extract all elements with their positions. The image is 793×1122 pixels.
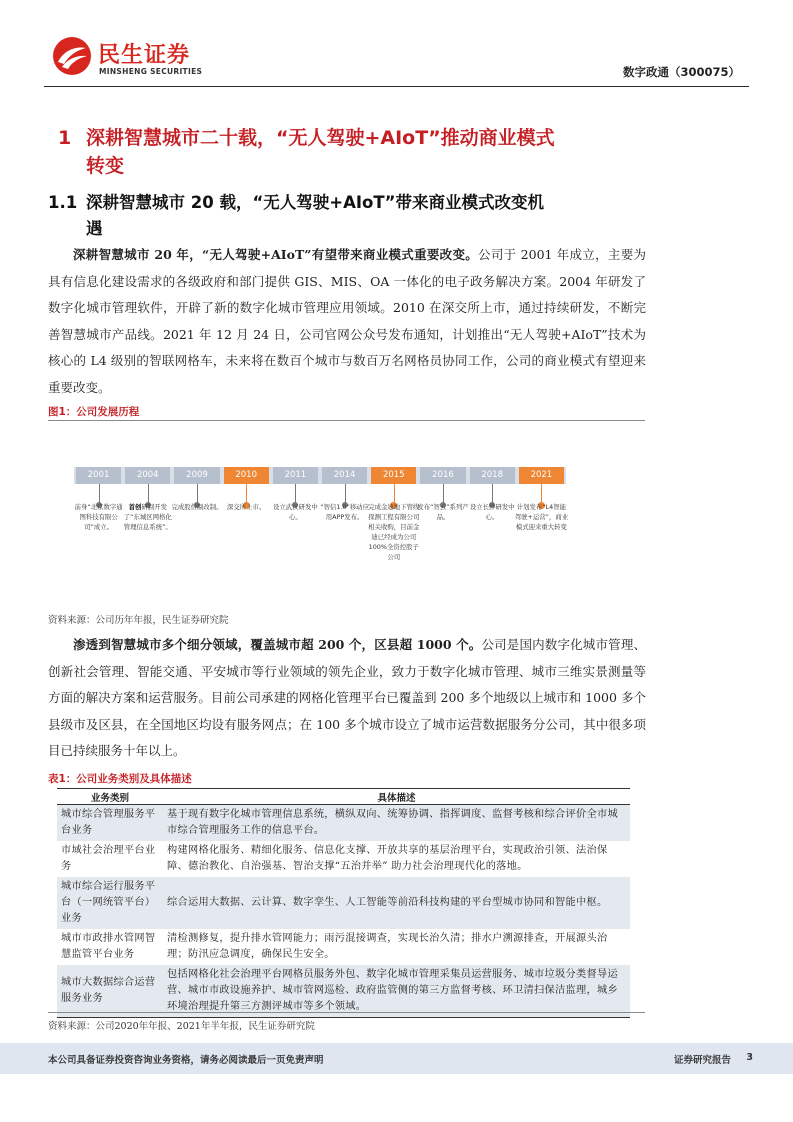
section-number: 1 [58,127,72,149]
table-cell-description: 构建网格化服务、精细化服务、信息化支撑、开放共享的基层治理平台，实现政治引领、法治保障、德治教化、自治强基、智治支撑“五治并举” 助力社会治理现代化的落地。 [167,845,608,872]
table-row [57,877,630,929]
subsection-title-line1: 深耕智慧城市 20 载，“无人驾驶+AIoT”带来商业模式改变机 [86,193,544,212]
table-cell-category: 城市综合管理服务平台业务 [57,805,163,842]
development-timeline [74,462,570,612]
section-title-line2: 转变 [86,155,125,177]
timeline-year-2001: 2001 [76,467,121,484]
timeline-event-text: 设立长沙研发中心。 [469,503,515,521]
table-title: 表1：公司业务类别及具体描述 [48,773,192,785]
brand-name-en: MINSHENG SECURITIES [99,67,203,76]
figure-title: 图1：公司发展历程 [48,406,140,418]
timeline-event-text: 完成金迪地下管线探测工程有限公司相关收购，目前金迪已经成为公司100%全资控股子公司 [368,503,420,561]
timeline-event-text: 计划发布“L4智能驾驶+运营”，商业模式迎来重大转变 [514,503,569,531]
table-cell-description: 清检测修复，提升排水管网能力；雨污混接调查，实现长治久清；排水户溯源排查，开展源头治理；防汛应急调度，确保民生安全。 [167,933,608,960]
timeline-year-2016: 2016 [420,467,465,484]
table-cell-description: 基于现有数字化城市管理信息系统，横纵双向、统筹协调、指挥调度、监督考核和综合评价全市城市综合管理服务工作的信息平台。 [163,805,630,842]
paragraph-lead: 深耕智慧城市 20 年，“无人驾驶+AIoT”有望带来商业模式重要改变。 [73,247,479,262]
subsection-number: 1.1 [48,193,78,212]
timeline-year-2018: 2018 [470,467,515,484]
timeline-event-text: 深交所上市。 [227,503,266,511]
page-header [48,30,748,86]
page-footer [0,1043,793,1074]
timeline-year-2009: 2009 [174,467,219,484]
table-bottom-rule [48,1012,645,1013]
timeline-event-text: 首创研制开发了“东城区网格化管理信息系统”。 [123,503,172,531]
timeline-year-2015: 2015 [371,467,416,484]
subsection-heading [48,190,608,242]
timeline-year-2011: 2011 [273,467,318,484]
footer-disclaimer: 本公司具备证券投资咨询业务资格，请务必阅读最后一页免责声明 [48,1055,324,1066]
table-header-row [57,789,630,805]
section-heading [58,124,618,180]
table-header-description: 具体描述 [163,789,630,805]
brand-logo [52,36,252,84]
table-source: 资料来源：公司2020年年报、2021年半年报，民生证券研究院 [48,1021,315,1032]
table-row [57,929,630,965]
timeline-event-text: 发布“智云”系列产品。 [417,503,469,521]
table-row [57,841,630,877]
table-cell-category: 城市大数据综合运营服务业务 [57,965,163,1018]
table-row [57,965,630,1018]
footer-report-type: 证券研究报告 [673,1055,731,1066]
timeline-event-text: 设立武汉研发中心。 [273,503,318,521]
table-cell-category: 城市市政排水管网智慧监管平台业务 [61,933,156,960]
table-cell-category: 市域社会治理平台业务 [61,845,156,872]
subsection-title-line2: 遇 [86,219,103,238]
header-divider [44,86,749,87]
table-cell-description: 包括网格化社会治理平台网格员服务外包、数字化城市管理采集员运营服务、城市垃圾分类督导运营、城市市政设施养护、城市管网巡检、政府监管侧的第三方监督考核、环卫清扫保洁监理，城乡环境治理提升第三方测评城市等多个领域。 [163,965,630,1018]
table-row [57,805,630,842]
timeline-event-text: 完成股份制改制。 [171,503,223,511]
brand-logo-icon [52,36,92,76]
business-table [57,788,630,1018]
table-header-category: 业务类别 [57,789,163,805]
section-title-line1: 深耕智慧城市二十载，“无人驾驶+AIoT”推动商业模式 [86,127,555,149]
company-ticker: 数字政通（300075） [622,65,740,79]
paragraph-business-coverage [48,632,646,765]
paragraph-body: 公司于 2001 年成立，主要为具有信息化建设需求的各级政府和部门提供 GIS、MIS、OA 一体化的电子政务解决方案。2004 年研发了数字化城市管理软件，开辟了新的数字化城市管理应用领域。2010 在深交所上市，通过持续研发，不断完善智慧城市产品线。2021 年 12 月 24 日，公司官网公众号发布通知，计划推出“无人驾驶+AIoT”技术为核心的 L4 级别的智联网格车，未来将在数百个城市与数百万名网格员协同工作，公司的商业模式有望迎来重要改变。 [48,247,646,395]
timeline-year-2014: 2014 [322,467,367,484]
timeline-event-text: “智信1.0”移动应用APP发布。 [320,503,369,521]
table-cell-description: 综合运用大数据、云计算、数字孪生、人工智能等前沿科技构建的平台型城市协同和智能中枢。 [163,877,630,929]
page-number: 3 [746,1052,753,1063]
figure-source: 资料来源：公司历年年报，民生证券研究院 [48,615,229,626]
figure-top-rule [48,420,645,421]
timeline-year-2021: 2021 [519,467,564,484]
timeline-year-2010: 2010 [224,467,269,484]
paragraph-company-history [48,242,646,401]
brand-name-cn: 民生证券 [98,43,191,68]
timeline-event-text: 前身“北京数字通图科技有限公司”成立。 [74,503,123,531]
timeline-year-2004: 2004 [125,467,170,484]
paragraph-lead: 渗透到智慧城市多个细分领域，覆盖城市超 200 个，区县超 1000 个。 [73,637,482,652]
paragraph-body: 公司是国内数字化城市管理、创新社会管理、智能交通、平安城市等行业领域的领先企业，致力于数字化城市管理、城市三维实景测量等方面的解决方案和运营服务。目前公司承建的网格化管理平台已覆盖到 200 多个地级以上城市和 1000 多个县级市及区县，在全国地区均设有服务网点；在 100 多个城市设立了城市运营数据服务分公司，其中很多项目已持续服务十年以上。 [48,637,646,758]
table-cell-category: 城市综合运行服务平台（一网统管平台）业务 [57,877,163,929]
